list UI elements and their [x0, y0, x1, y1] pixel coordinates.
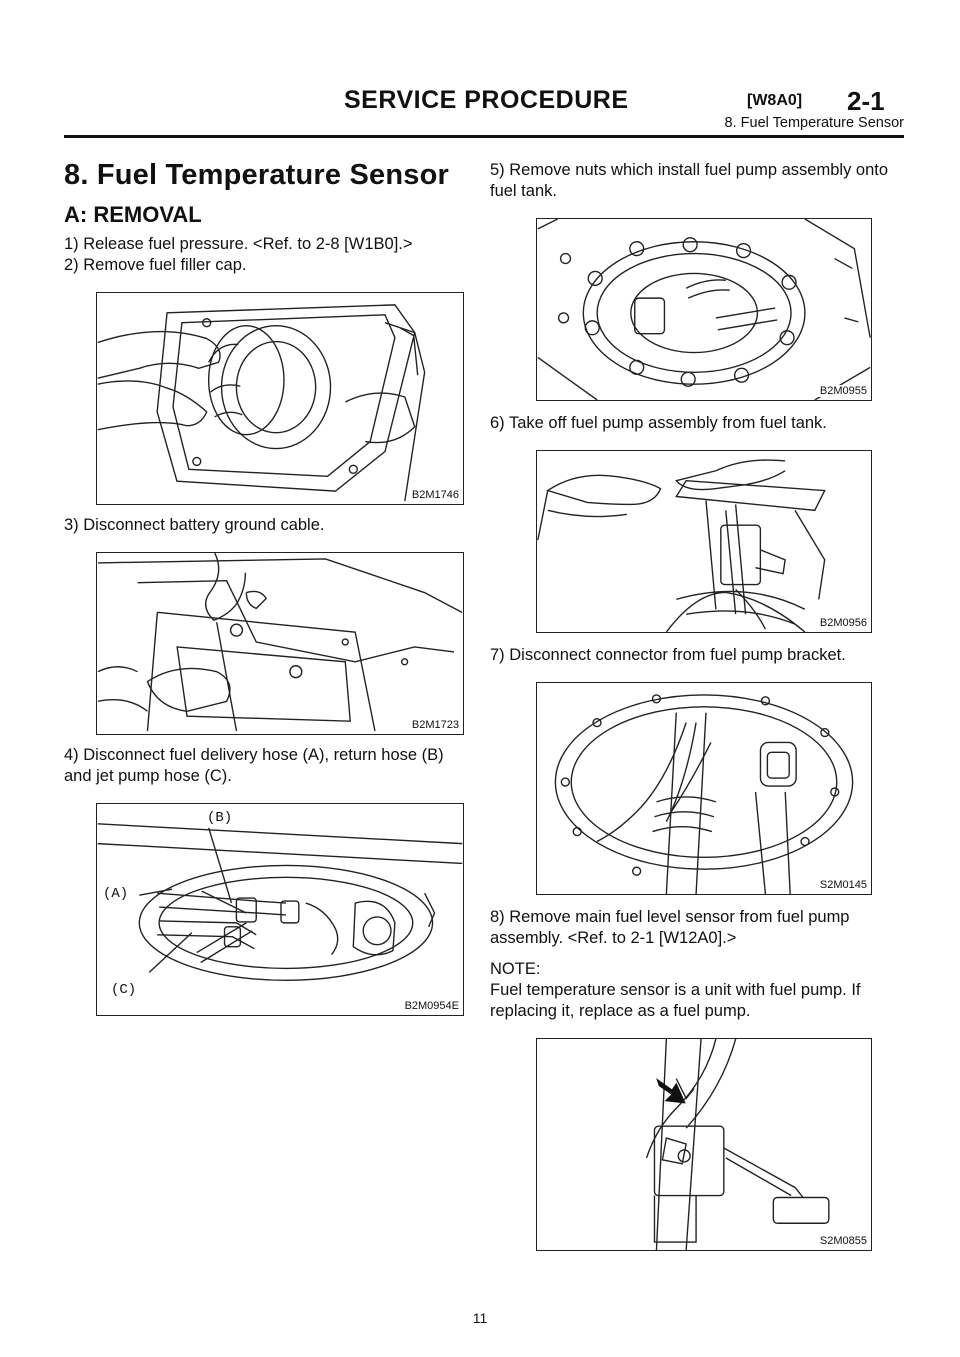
- right-column: [490, 150, 904, 1251]
- fuel-level-sensor-illustration: [537, 1039, 871, 1250]
- page-header: [64, 86, 904, 134]
- section-code: [W8A0]: [747, 92, 803, 109]
- section-subtitle: A: REMOVAL: [64, 202, 202, 227]
- header-subtitle: 8. Fuel Temperature Sensor: [724, 115, 904, 131]
- fuel-filler-cap-illustration: [97, 293, 463, 504]
- header-rule: [64, 135, 904, 138]
- step-1: 1) Release fuel pressure. <Ref. to 2-8 [W1B0].>: [64, 235, 413, 253]
- page-title: 8. Fuel Temperature Sensor: [64, 159, 450, 191]
- callout-b: (B): [207, 810, 233, 826]
- figure-pump-removal: [536, 450, 872, 633]
- step-5: 5) Remove nuts which install fuel pump assembly onto fuel tank.: [490, 161, 889, 200]
- figure-caption: B2M0956: [819, 617, 867, 629]
- step-2: 2) Remove fuel filler cap.: [64, 256, 247, 274]
- note-label: NOTE:: [490, 960, 541, 978]
- step-3: 3) Disconnect battery ground cable.: [64, 516, 325, 534]
- figure-caption: S2M0855: [819, 1235, 867, 1247]
- arrow-icon: [655, 1073, 687, 1105]
- figure-fuel-filler-cap: [96, 292, 464, 505]
- battery-illustration: [97, 553, 463, 734]
- figure-connector: [536, 682, 872, 895]
- left-column: [64, 150, 466, 1016]
- figure-level-sensor: [536, 1038, 872, 1251]
- note-text: Fuel temperature sensor is a unit with fuel pump. If replacing it, replace as a fuel pump.: [490, 981, 861, 1020]
- step-6: 6) Take off fuel pump assembly from fuel tank.: [490, 414, 827, 432]
- step-8: 8) Remove main fuel level sensor from fuel pump assembly. <Ref. to 2-1 [W12A0].>: [490, 908, 850, 947]
- section-title: SERVICE PROCEDURE: [344, 86, 629, 114]
- figure-fuel-hoses: [96, 803, 464, 1016]
- figure-caption: B2M1723: [411, 719, 459, 731]
- figure-caption: B2M0955: [819, 385, 867, 397]
- step-7: 7) Disconnect connector from fuel pump bracket.: [490, 646, 846, 664]
- figure-caption: B2M0954E: [404, 1000, 459, 1012]
- step-4: 4) Disconnect fuel delivery hose (A), return hose (B) and jet pump hose (C).: [64, 746, 444, 785]
- fuel-pump-removal-illustration: [537, 451, 871, 632]
- callout-c: (C): [111, 982, 137, 998]
- fuel-hose-illustration: [97, 804, 463, 1015]
- figure-caption: B2M1746: [411, 489, 459, 501]
- fuel-pump-cover-illustration: [537, 219, 871, 400]
- connector-illustration: [537, 683, 871, 894]
- callout-a: (A): [103, 886, 129, 902]
- figure-battery-ground-cable: [96, 552, 464, 735]
- figure-pump-nuts: [536, 218, 872, 401]
- chapter-number: 2-1: [847, 86, 885, 116]
- figure-caption: S2M0145: [819, 879, 867, 891]
- page-number: 11: [472, 1310, 488, 1326]
